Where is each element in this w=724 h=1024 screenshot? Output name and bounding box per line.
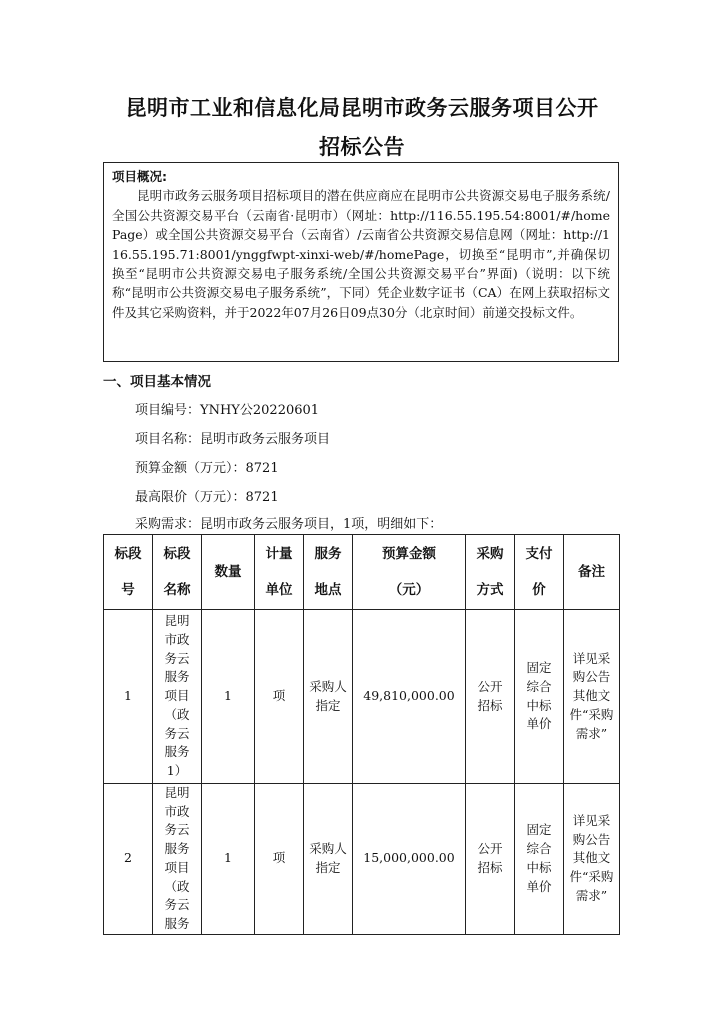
project-number: 项目编号：YNHY公20220601 xyxy=(135,403,320,418)
cell-method: 公开招标 xyxy=(477,841,503,875)
overview-heading: 项目概况: xyxy=(112,169,167,184)
header-payment: 支付价 xyxy=(525,546,553,598)
table-row xyxy=(104,610,620,784)
project-overview-box xyxy=(103,162,619,362)
header-budget: 预算金额（元） xyxy=(382,546,436,598)
procurement-detail-table xyxy=(103,534,620,935)
notice-title-line-2: 招标公告 xyxy=(319,135,405,159)
cell-budget: 49,810,000.00 xyxy=(353,610,466,784)
cell-payment: 固定综合中标单价 xyxy=(526,660,552,732)
cell-lot-name: 昆明市政务云服务项目（政务云服务1） xyxy=(164,613,190,778)
budget-amount: 预算金额（万元）：8721 xyxy=(135,461,279,476)
cell-lot-no: 1 xyxy=(104,610,153,784)
cell-lot-no: 2 xyxy=(104,784,153,935)
section-heading-basic-info: 一、项目基本情况 xyxy=(103,374,211,390)
cell-place: 采购人指定 xyxy=(309,678,347,713)
cell-unit: 项 xyxy=(255,610,304,784)
cell-place: 采购人指定 xyxy=(309,841,347,875)
cell-method: 公开招标 xyxy=(477,678,503,713)
cell-unit: 项 xyxy=(255,784,304,935)
header-place: 服务地点 xyxy=(314,546,342,598)
header-unit: 计量单位 xyxy=(265,546,293,598)
notice-title-line-1: 昆明市工业和信息化局昆明市政务云服务项目公开 xyxy=(125,96,599,120)
header-method: 采购方式 xyxy=(476,546,504,598)
header-lot-name: 标段名称 xyxy=(163,546,191,598)
cell-budget: 15,000,000.00 xyxy=(353,784,466,935)
cell-quantity: 1 xyxy=(202,784,255,935)
cell-lot-name: 昆明市政务云服务项目（政务云服务 xyxy=(164,785,190,931)
cell-quantity: 1 xyxy=(202,610,255,784)
header-remark: 备注 xyxy=(578,564,605,580)
project-name: 项目名称：昆明市政务云服务项目 xyxy=(135,432,331,447)
table-row xyxy=(104,784,620,935)
cell-remark: 详见采购公告其他文件“采购需求” xyxy=(569,813,614,903)
max-price: 最高限价（万元）：8721 xyxy=(135,490,279,505)
header-quantity: 数量 xyxy=(214,564,242,580)
overview-text: 昆明市政务云服务项目招标项目的潜在供应商应在昆明市公共资源交易电子服务系统/全国公共资源交易平台（云南省·昆明市）（网址：http://116.55.195.54:8001/#/homePage）或全国公共资源交易平台（云南省）/云南省公共资源交易信息网（网址：http://116.55.195.71:8001/ynggfwpt-xinxi-web/#/homePage，切换至“昆明市”,并确保切换至“昆明市公共资源交易电子服务系统/全国公共资源交易平台”界面)（说明：以下统称“昆明市公共资源交易电子服务系统”，下同）凭企业数字证书（CA）在网上获取招标文件及其它采购资料，并于2022年07月26日09点30分（北京时间）前递交投标文件。 xyxy=(112,188,610,320)
cell-payment: 固定综合中标单价 xyxy=(526,822,552,894)
procurement-requirement: 采购需求：昆明市政务云服务项目，1项，明细如下： xyxy=(135,517,443,532)
table-header-row xyxy=(104,535,620,610)
header-lot-no: 标段号 xyxy=(114,546,142,598)
cell-remark: 详见采购公告其他文件“采购需求” xyxy=(569,650,614,741)
